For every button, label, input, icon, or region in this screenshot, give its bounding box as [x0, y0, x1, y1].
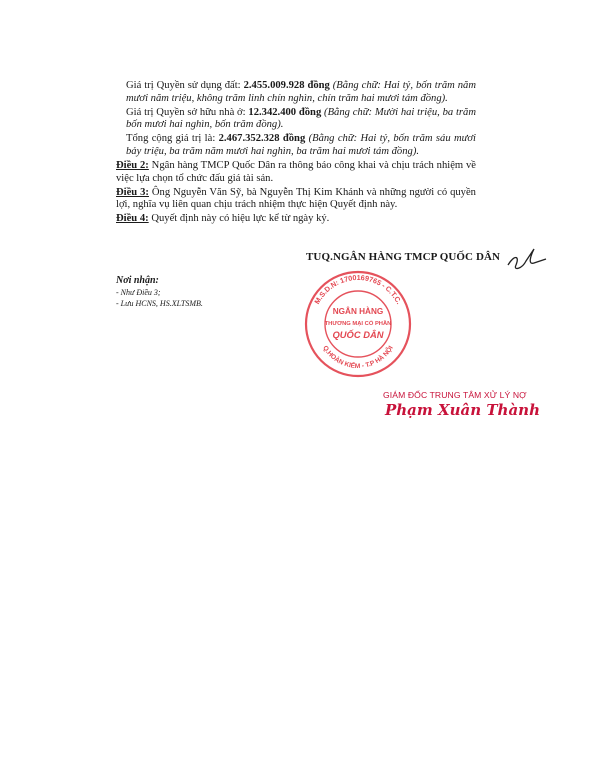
article-2-text: Ngân hàng TMCP Quốc Dân ra thông báo công khai và chịu trách nhiệm về việc lựa chọn tổ chức đấu giá tài sản.	[116, 160, 476, 184]
stamp-center-line-1: NGÂN HÀNG	[332, 307, 384, 316]
article-3-heading: Điều 3:	[116, 186, 149, 198]
signature-title: TUQ.NGÂN HÀNG TMCP QUỐC DÂN	[306, 251, 501, 263]
house-value-words: (Bằng chữ: Mười hai triệu, ba trăm bốn mươi hai nghìn, bốn trăm đồng).	[126, 106, 476, 131]
land-value-label: Giá trị Quyền sử dụng đất:	[126, 80, 244, 91]
article-2-heading: Điều 2:	[116, 160, 149, 172]
land-value-paragraph	[116, 80, 476, 105]
svg-text:M.S.D.N: 1700169765 - C.T.C.	[312, 273, 403, 306]
house-value-paragraph	[116, 107, 476, 132]
article-3	[116, 187, 476, 212]
article-4-text: Quyết định này có hiệu lực kể từ ngày ký.	[148, 213, 330, 225]
signer-position: GIÁM ĐỐC TRUNG TÂM XỬ LÝ NỢ	[383, 390, 527, 400]
stamp-ring-top-text: M.S.D.N: 1700169765 - C.T.C.	[312, 272, 404, 306]
company-seal-stamp	[296, 266, 420, 378]
article-3-text: Ông Nguyễn Văn Sỹ, bà Nguyễn Thị Kim Khánh và những người có quyền lợi, nghĩa vụ liên quan chịu trách nhiệm thực hiện Quyết định này.	[116, 186, 476, 211]
article-4	[116, 213, 476, 226]
article-4-heading: Điều 4:	[116, 213, 149, 225]
signature-flourish-icon	[504, 243, 548, 273]
recipients-heading: Nơi nhận:	[116, 275, 159, 286]
stamp-center-line-3: QUỐC DÂN	[332, 329, 384, 340]
total-value-words: (Bằng chữ: Hai tỷ, bốn trăm sáu mươi bảy triệu, ba trăm năm mươi hai nghìn, ba trăm hai mươi tám đồng).	[126, 133, 476, 157]
decision-body	[116, 80, 476, 228]
recipient-item: - Như Điều 3;	[116, 288, 161, 297]
recipients-block	[116, 275, 203, 309]
house-value-amount: 12.342.400 đồng	[248, 106, 322, 118]
recipient-item: - Lưu HCNS, HS.XLTSMB.	[116, 299, 203, 308]
stamp-ring-bottom-text: Q.HOÀN KIẾM - T.P HÀ NỘI	[321, 344, 395, 371]
stamp-center-line-2: THƯƠNG MẠI CỔ PHẦN	[324, 321, 392, 327]
total-value-amount: 2.467.352.328 đồng	[218, 133, 306, 145]
total-value-paragraph	[116, 133, 476, 158]
total-value-label: Tổng cộng giá trị là:	[126, 133, 219, 145]
land-value-words: (Bằng chữ: Hai tỷ, bốn trăm năm mươi năm triệu, không trăm linh chín nghìn, chín trăm hai mươi tám đồng).	[126, 80, 476, 104]
house-value-label: Giá trị Quyền sở hữu nhà ở:	[126, 106, 249, 118]
signer-name: Phạm Xuân Thành	[385, 401, 540, 419]
article-2	[116, 160, 476, 185]
land-value-amount: 2.455.009.928 đồng	[243, 80, 330, 91]
